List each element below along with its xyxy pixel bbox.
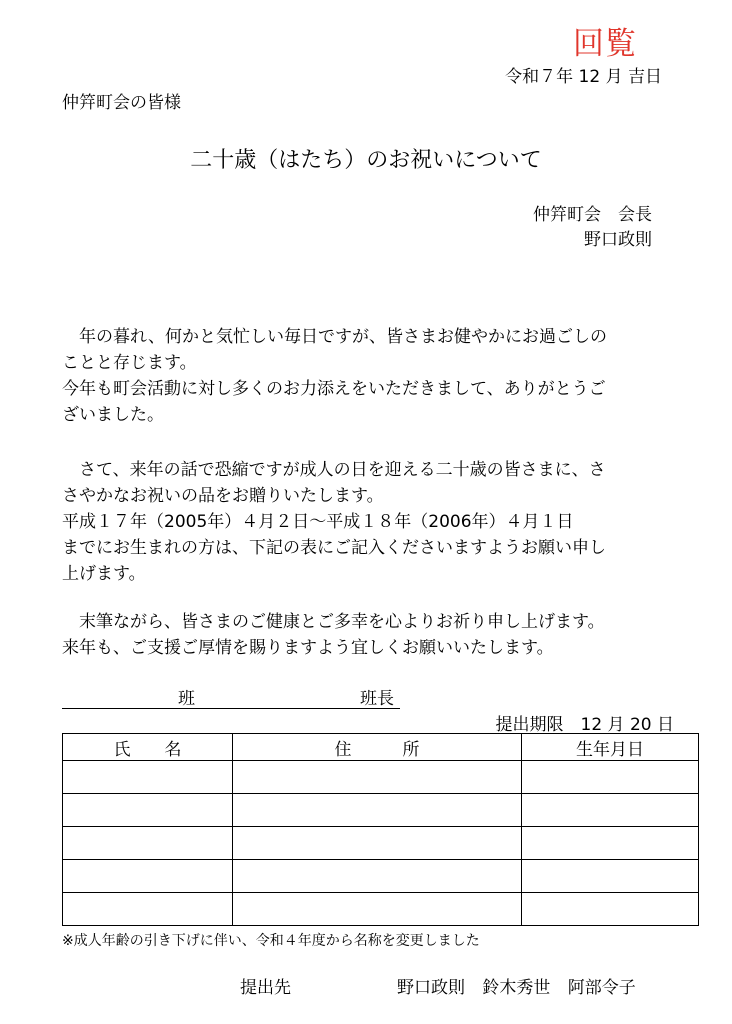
- body-line-10: 末筆ながら、皆さまのご健康とご多幸を心よりお祈り申し上げます。: [62, 612, 605, 632]
- body-line-1: 年の暮れ、何かと気忙しい毎日ですが、皆さまお健やかにお過ごしの: [62, 327, 608, 347]
- submit-to-names: 野口政則 鈴木秀世 阿部令子: [397, 978, 636, 998]
- address-cell[interactable]: [233, 794, 522, 827]
- name-cell[interactable]: [63, 794, 233, 827]
- table-row: [63, 761, 699, 794]
- page-title: 二十歳（はたち）のお祝いについて: [190, 148, 542, 173]
- body-line-7: 平成１７年（2005年）４月２日～平成１８年（2006年）４月１日: [62, 512, 574, 532]
- group-underline: [62, 686, 400, 709]
- table-row: [63, 827, 699, 860]
- birthdate-cell[interactable]: [522, 827, 699, 860]
- address-cell[interactable]: [233, 827, 522, 860]
- header-name: 氏 名: [63, 734, 233, 761]
- body-line-5: さて、来年の話で恐縮ですが成人の日を迎える二十歳の皆さまに、さ: [62, 460, 606, 480]
- issue-date: 令和７年 12 月 吉日: [505, 67, 662, 87]
- birthdate-cell[interactable]: [522, 860, 699, 893]
- footnote: ※成人年齢の引き下げに伴い、令和４年度から名称を変更しました: [62, 933, 480, 949]
- table-row: [63, 893, 699, 926]
- body-line-2: ことと存じます。: [62, 353, 197, 373]
- body-line-6: さやかなお祝いの品をお贈りいたします。: [62, 486, 384, 506]
- name-cell[interactable]: [63, 827, 233, 860]
- body-line-11: 来年も、ご支援ご厚情を賜りますよう宜しくお願いいたします。: [62, 638, 554, 658]
- submit-to-label: 提出先: [240, 978, 291, 998]
- birthdate-cell[interactable]: [522, 794, 699, 827]
- header-address: 住 所: [233, 734, 522, 761]
- group-han-label: 班: [178, 689, 195, 709]
- table-row: [63, 794, 699, 827]
- sender-name: 野口政則: [584, 230, 652, 250]
- address-cell[interactable]: [233, 761, 522, 794]
- group-chief-label: 班長: [360, 689, 394, 709]
- body-line-3: 今年も町会活動に対し多くのお力添えをいただきまして、ありがとうご: [62, 379, 606, 399]
- name-cell[interactable]: [63, 761, 233, 794]
- name-cell[interactable]: [63, 860, 233, 893]
- name-cell[interactable]: [63, 893, 233, 926]
- birthdate-cell[interactable]: [522, 761, 699, 794]
- table-header-row: [63, 734, 699, 761]
- sender-organization: 仲筓町会 会長: [533, 205, 652, 225]
- submission-deadline: 提出期限 12 月 20 日: [495, 715, 674, 735]
- header-birthdate: 生年月日: [522, 734, 699, 761]
- address-cell[interactable]: [233, 860, 522, 893]
- body-line-8: までにお生まれの方は、下記の表にご記入くださいますようお願い申し: [62, 538, 606, 558]
- address-cell[interactable]: [233, 893, 522, 926]
- birthdate-cell[interactable]: [522, 893, 699, 926]
- table-row: [63, 860, 699, 893]
- circulation-stamp: 回覧: [573, 26, 637, 62]
- addressee: 仲筓町会の皆様: [62, 93, 181, 113]
- body-line-4: ざいました。: [62, 405, 164, 425]
- body-line-9: 上げます。: [62, 564, 146, 584]
- registration-table: [62, 733, 699, 926]
